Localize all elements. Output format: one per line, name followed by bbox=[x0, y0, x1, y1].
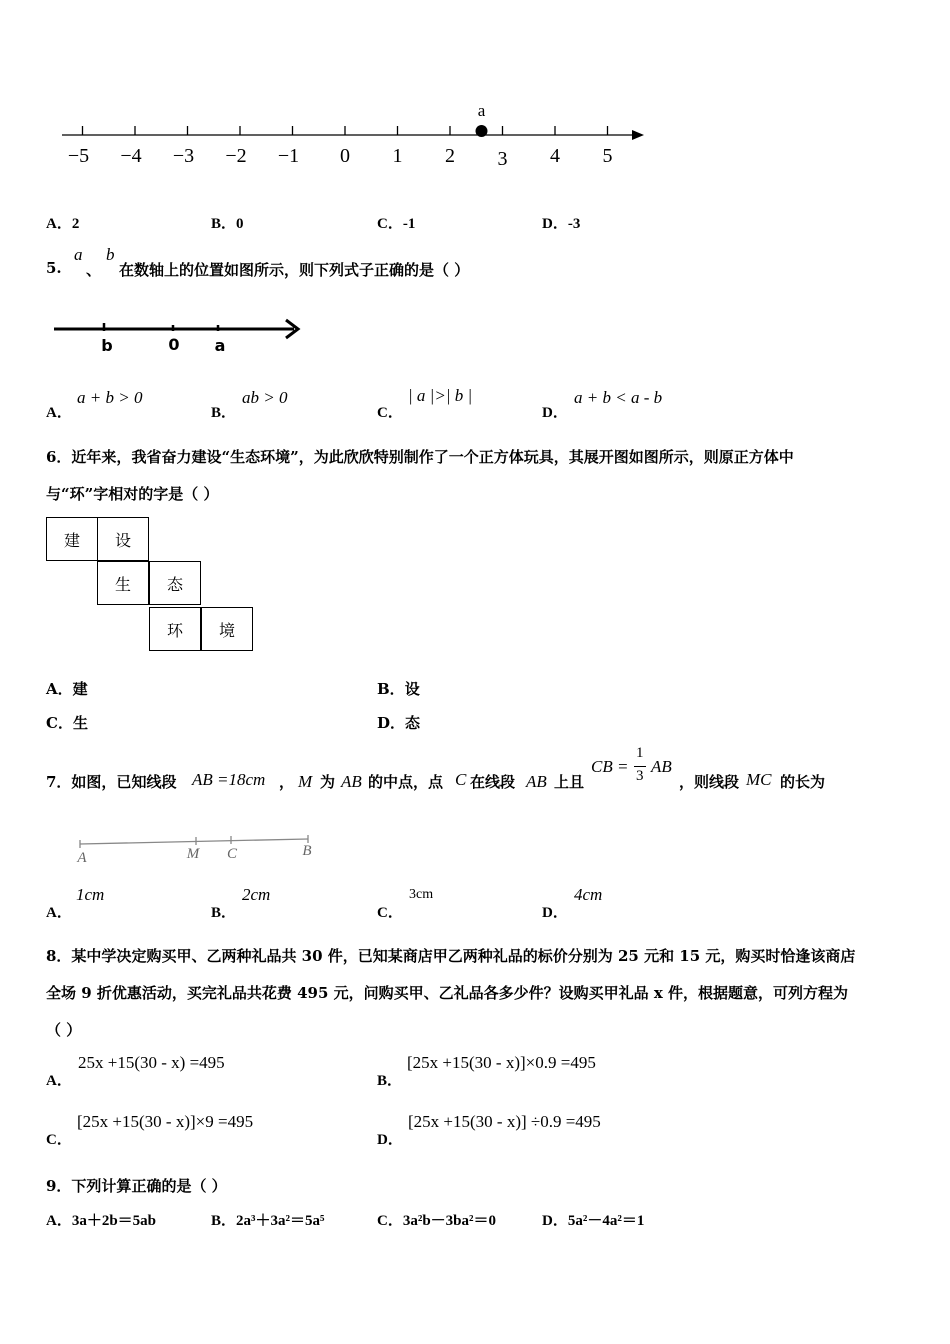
q7-stem: 7．如图，已知线段 AB =18cm ， M 为 AB 的中点，点 C 在线段 AB 上且 CB = 1 3 AB ，则线段 MC 的长为 bbox=[46, 745, 826, 791]
point-a-label: a bbox=[214, 336, 226, 355]
net-cell-she: 设 bbox=[97, 517, 149, 561]
tick-label--5: −5 bbox=[67, 145, 90, 167]
q6-stem-line2: 与“环”字相对的字是（ ） bbox=[46, 485, 219, 503]
point-B-label: B bbox=[302, 843, 312, 859]
q9-option-b[interactable]: B．2a³＋3a²＝5a⁵ bbox=[211, 1213, 325, 1229]
q6-stem-line1: 6．近年来，我省奋力建设“生态环境”，为此欣欣特别制作了一个正方体玩具，其展开图如图所示，则原正方体中 bbox=[46, 448, 794, 466]
tick-label--3: −3 bbox=[172, 145, 195, 167]
q8-stem-line3: （ ） bbox=[46, 1021, 82, 1039]
tick-label-4: 4 bbox=[550, 145, 560, 167]
point-M-label: M bbox=[186, 846, 200, 862]
q6-option-b[interactable]: B．设 bbox=[377, 680, 420, 698]
number-line-arrow bbox=[632, 130, 644, 140]
point-C-label: C bbox=[226, 846, 238, 862]
net-cell-sheng: 生 bbox=[97, 561, 149, 605]
tick-label-0: 0 bbox=[340, 145, 350, 167]
q9-option-d[interactable]: D．5a²－4a²＝1 bbox=[542, 1213, 645, 1229]
q9-option-a[interactable]: A．3a＋2b＝5ab bbox=[46, 1213, 157, 1229]
tick-label-5: 5 bbox=[602, 145, 613, 167]
point-a-label: a bbox=[477, 101, 486, 120]
tick-label--1: −1 bbox=[277, 145, 300, 167]
q4-number-line bbox=[0, 95, 680, 175]
origin-label: 0 bbox=[168, 335, 180, 354]
tick-label--2: −2 bbox=[225, 145, 247, 167]
point-b-label: b bbox=[101, 336, 113, 355]
tick-label--4: −4 bbox=[120, 145, 142, 167]
net-cell-jing: 境 bbox=[201, 607, 253, 651]
q4-option-a[interactable]: A．2 bbox=[46, 216, 80, 232]
q4-option-c[interactable]: C．-1 bbox=[377, 216, 416, 232]
q6-option-a[interactable]: A．建 bbox=[46, 680, 88, 698]
tick-label-3: 3 bbox=[497, 148, 508, 170]
q8-stem-line2: 全场 9 折优惠活动，买完礼品共花费 495 元，问购买甲、乙礼品各多少件？设购买甲礼品 x 件，根据题意，可列方程为 bbox=[46, 984, 849, 1002]
q9-stem: 9．下列计算正确的是（ ） bbox=[46, 1177, 227, 1195]
q7-segment-diagram bbox=[70, 830, 330, 870]
q5-number: 5. bbox=[46, 259, 62, 277]
q5-number-line bbox=[50, 315, 310, 360]
q6-option-c[interactable]: C．生 bbox=[46, 714, 88, 732]
point-A-label: A bbox=[77, 850, 87, 866]
tick-label-2: 2 bbox=[445, 145, 455, 167]
q4-option-b[interactable]: B．0 bbox=[211, 216, 244, 232]
tick-label-1: 1 bbox=[392, 145, 403, 167]
net-cell-jian: 建 bbox=[46, 517, 98, 561]
q9-option-c[interactable]: C．3a²b－3ba²＝0 bbox=[377, 1213, 497, 1229]
q6-option-d[interactable]: D．态 bbox=[377, 714, 421, 732]
net-cell-tai: 态 bbox=[149, 561, 201, 605]
q8-stem-line1: 8．某中学决定购买甲、乙两种礼品共 30 件，已知某商店甲乙两种礼品的标价分别为 25 元和 15 元，购买时恰逢该商店 bbox=[46, 947, 856, 965]
net-cell-huan: 环 bbox=[149, 607, 201, 651]
q4-option-d[interactable]: D．-3 bbox=[542, 216, 581, 232]
point-a-marker bbox=[476, 125, 488, 137]
